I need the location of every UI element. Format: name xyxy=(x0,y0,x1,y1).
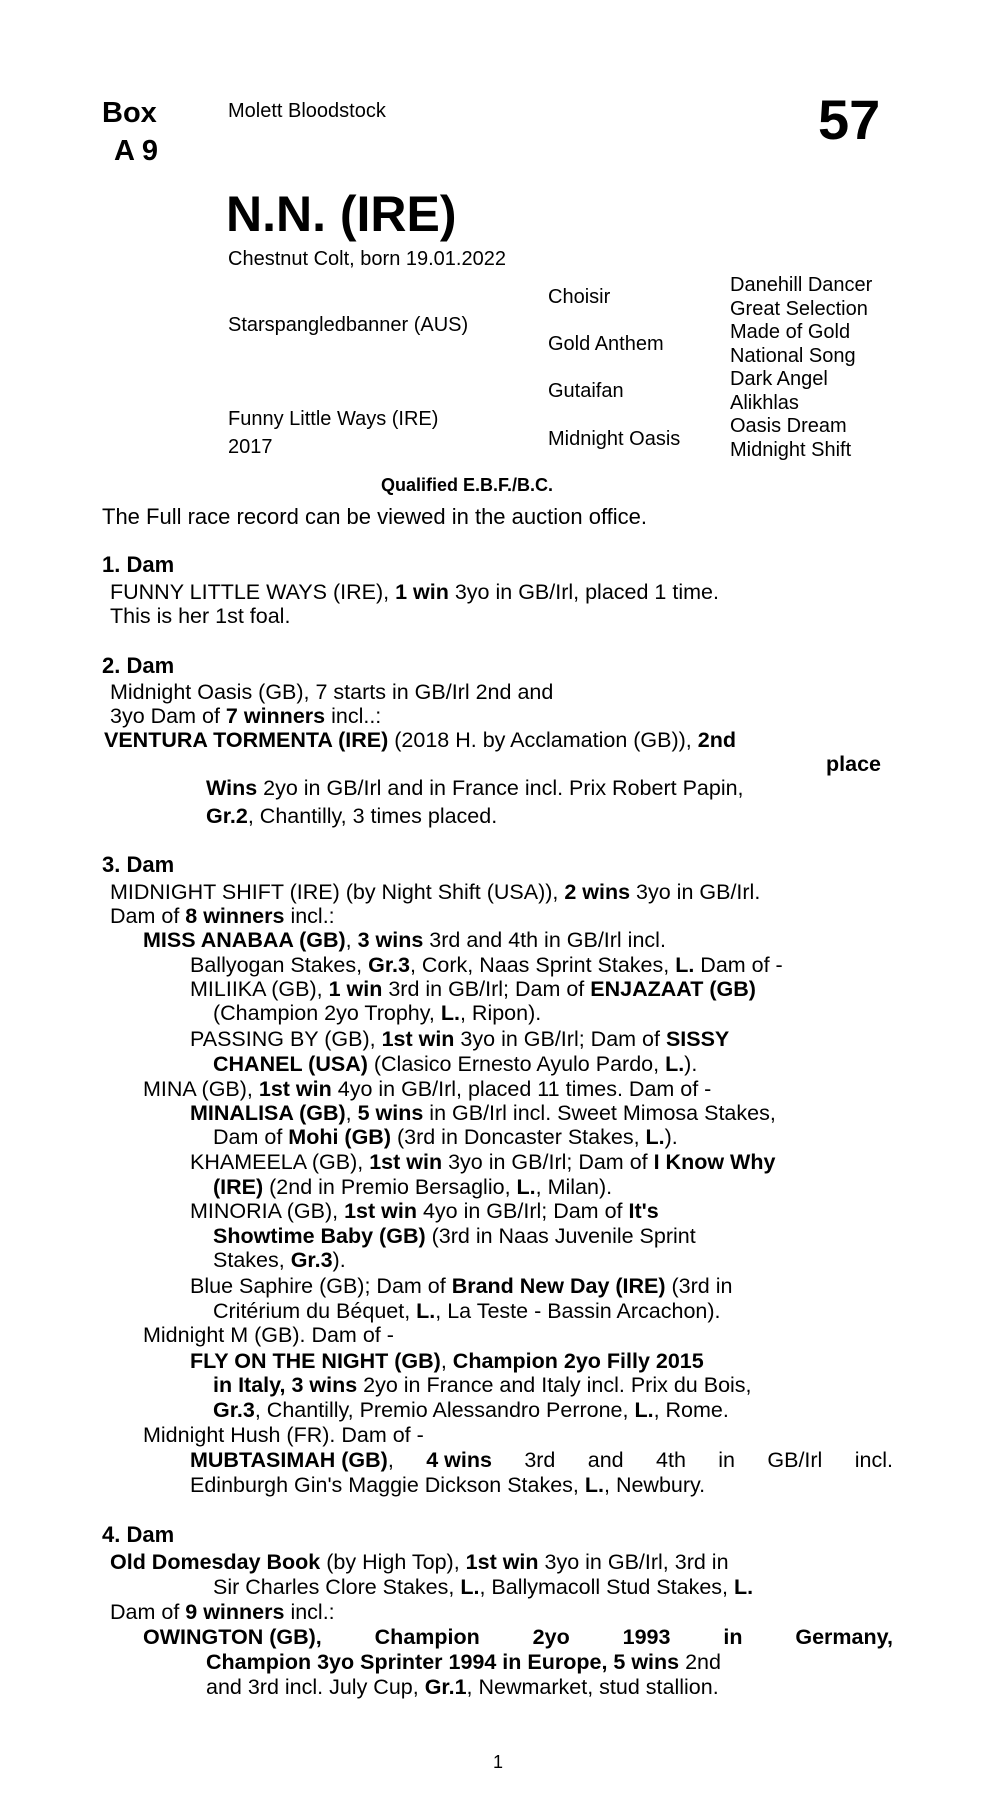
great-grandparent: Great Selection xyxy=(730,298,868,320)
dam2-line: 3yo Dam of 7 winners incl..: xyxy=(110,704,382,728)
dam4-line: Old Domesday Book (by High Top), 1st win 3yo in GB/Irl, 3rd in xyxy=(110,1550,729,1574)
dam3-line: MINORIA (GB), 1st win 4yo in GB/Irl; Dam of It's xyxy=(190,1199,659,1223)
dam3-line: MUBTASIMAH (GB), 4 wins 3rd and 4th in GB/Irl incl. xyxy=(190,1448,893,1472)
section-title-dam3: 3. Dam xyxy=(102,852,175,877)
dam3-line: Dam of 8 winners incl.: xyxy=(110,904,335,928)
dam3-line: Edinburgh Gin's Maggie Dickson Stakes, L., Newbury. xyxy=(190,1473,706,1497)
dam2-line: place xyxy=(826,752,881,776)
great-grandparent: Dark Angel xyxy=(730,368,828,390)
horse-description: Chestnut Colt, born 19.01.2022 xyxy=(228,248,506,270)
dam1-line: This is her 1st foal. xyxy=(110,604,291,628)
horse-name: N.N. (IRE) xyxy=(226,186,457,242)
dam2-line: Wins 2yo in GB/Irl and in France incl. Prix Robert Papin, xyxy=(206,776,744,800)
dam4-line: Sir Charles Clore Stakes, L., Ballymacoll Stud Stakes, L. xyxy=(213,1575,754,1599)
page-number: 1 xyxy=(493,1752,504,1772)
dam2-line: VENTURA TORMENTA (IRE) (2018 H. by Acclamation (GB)), 2nd xyxy=(104,728,736,752)
great-grandparent: Midnight Shift xyxy=(730,439,852,461)
sire: Starspangledbanner (AUS) xyxy=(228,314,469,336)
dam4-line: Champion 3yo Sprinter 1994 in Europe, 5 wins 2nd xyxy=(206,1650,721,1674)
qualification: Qualified E.B.F./B.C. xyxy=(381,475,554,495)
dam3-line: in Italy, 3 wins 2yo in France and Italy incl. Prix du Bois, xyxy=(213,1373,752,1397)
box-label: Box xyxy=(102,97,157,129)
grandsire-maternal: Gutaifan xyxy=(548,380,624,402)
dam3-line: MILIIKA (GB), 1 win 3rd in GB/Irl; Dam of ENJAZAAT (GB) xyxy=(190,977,756,1001)
consignor: Molett Bloodstock xyxy=(228,100,386,122)
dam1-line: FUNNY LITTLE WAYS (IRE), 1 win 3yo in GB/Irl, placed 1 time. xyxy=(110,580,719,604)
great-grandparent: National Song xyxy=(730,345,856,367)
section-title-dam2: 2. Dam xyxy=(102,653,175,678)
dam4-line: and 3rd incl. July Cup, Gr.1, Newmarket, stud stallion. xyxy=(206,1675,719,1699)
dam3-line: Midnight M (GB). Dam of - xyxy=(143,1323,394,1347)
great-grandparent: Oasis Dream xyxy=(730,415,847,437)
dam: Funny Little Ways (IRE) xyxy=(228,408,439,430)
dam4-line: Dam of 9 winners incl.: xyxy=(110,1600,335,1624)
dam2-line: Midnight Oasis (GB), 7 starts in GB/Irl 2nd and xyxy=(110,680,554,704)
granddam-paternal: Gold Anthem xyxy=(548,333,664,355)
dam3-line: CHANEL (USA) (Clasico Ernesto Ayulo Pardo, L.). xyxy=(213,1052,698,1076)
dam3-line: (Champion 2yo Trophy, L., Ripon). xyxy=(213,1001,542,1025)
dam2-line: Gr.2, Chantilly, 3 times placed. xyxy=(206,804,498,828)
dam-year: 2017 xyxy=(228,436,273,458)
dam3-line: Showtime Baby (GB) (3rd in Naas Juvenile Sprint xyxy=(213,1224,696,1248)
dam3-line: Critérium du Béquet, L., La Teste - Bassin Arcachon). xyxy=(213,1299,721,1323)
great-grandparent: Made of Gold xyxy=(730,321,851,343)
dam3-line: FLY ON THE NIGHT (GB), Champion 2yo Filly 2015 xyxy=(190,1349,704,1373)
section-title-dam1: 1. Dam xyxy=(102,552,175,577)
dam4-line: OWINGTON (GB), Champion 2yo 1993 in Germany, xyxy=(143,1625,893,1649)
dam3-line: Midnight Hush (FR). Dam of - xyxy=(143,1423,424,1447)
dam3-line: (IRE) (2nd in Premio Bersaglio, L., Milan). xyxy=(213,1175,613,1199)
section-title-dam4: 4. Dam xyxy=(102,1522,175,1547)
lot-number: 57 xyxy=(818,88,881,151)
great-grandparent: Alikhlas xyxy=(730,392,799,414)
dam3-line: PASSING BY (GB), 1st win 3yo in GB/Irl; Dam of SISSY xyxy=(190,1027,730,1051)
dam3-line: KHAMEELA (GB), 1st win 3yo in GB/Irl; Dam of I Know Why xyxy=(190,1150,776,1174)
race-record-note: The Full race record can be viewed in the auction office. xyxy=(102,504,648,529)
granddam-maternal: Midnight Oasis xyxy=(548,428,681,450)
dam3-line: Stakes, Gr.3). xyxy=(213,1248,346,1272)
dam3-line: Ballyogan Stakes, Gr.3, Cork, Naas Sprint Stakes, L. Dam of - xyxy=(190,953,783,977)
dam3-line: MINA (GB), 1st win 4yo in GB/Irl, placed 11 times. Dam of - xyxy=(143,1077,712,1101)
dam3-line: Gr.3, Chantilly, Premio Alessandro Perrone, L., Rome. xyxy=(213,1398,729,1422)
dam3-line: MINALISA (GB), 5 wins in GB/Irl incl. Sweet Mimosa Stakes, xyxy=(190,1101,776,1125)
dam3-line: Dam of Mohi (GB) (3rd in Doncaster Stakes, L.). xyxy=(213,1125,678,1149)
dam3-line: MIDNIGHT SHIFT (IRE) (by Night Shift (USA)), 2 wins 3yo in GB/Irl. xyxy=(110,880,761,904)
box-number: A 9 xyxy=(114,135,159,167)
dam3-line: Blue Saphire (GB); Dam of Brand New Day (IRE) (3rd in xyxy=(190,1274,733,1298)
dam3-line: MISS ANABAA (GB), 3 wins 3rd and 4th in GB/Irl incl. xyxy=(143,928,666,952)
grandsire-paternal: Choisir xyxy=(548,286,611,308)
great-grandparent: Danehill Dancer xyxy=(730,274,873,296)
